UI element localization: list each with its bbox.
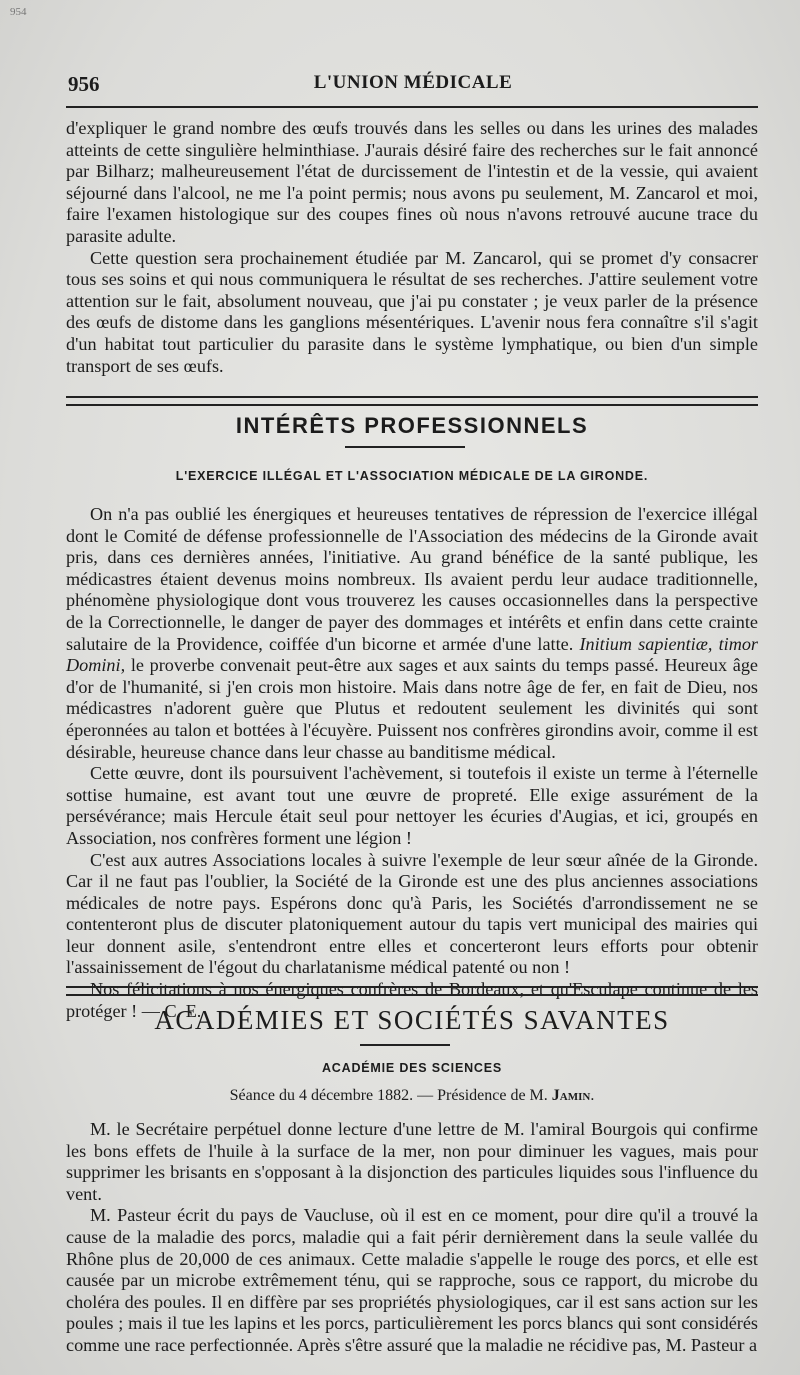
heading-underline-2 — [360, 1044, 450, 1046]
academy-paragraph-1: M. le Secrétaire perpétuel donne lecture d'une lettre de M. l'amiral Bourgois qui confirme les bons effets de l'huile à la surface de la mer, non pour diminuer les vagues, mais pour supprimer les brisants en s'opposant à la disjonction des particules liquides sous l'influence du vent. — [66, 1119, 758, 1204]
intro-paragraph-2: Cette question sera prochainement étudiée par M. Zancarol, qui se promet d'y consacrer tous ses soins et qui nous communiquera le résultat de ses recherches. J'attire seulement votre attention sur le fait, absolument nouveau, que j'ai pu constater ; je veux parler de la présence des œufs de distome dans les ganglions mésentériques. L'avenir nous fera connaître s'il s'agit d'un habitat tout particulier du parasite dans le système lymphatique, ou bien d'un simple transport de ses œufs. — [66, 247, 758, 376]
section-heading-academies: ACADÉMIES ET SOCIÉTÉS SAVANTES — [154, 1005, 670, 1035]
latin-quote: Initium sapientiæ, timor Domini, — [66, 633, 758, 676]
article-paragraph-1 — [66, 504, 758, 763]
section-divider-2 — [66, 986, 758, 996]
president-name: Jamin — [551, 1087, 591, 1104]
section-heading-interets: INTÉRÊTS PROFESSIONNELS — [235, 413, 589, 438]
article-paragraph-2: Cette œuvre, dont ils poursuivent l'achèvement, si toutefois il existe un terme à l'éternelle sottise humaine, est avant tout une œuvre de propreté. Elle exige assurément de la persévérance; mais Hercule était seul pour nettoyer les écuries d'Augias, et ici, groupés en Association, nos confrères forment une légion ! — [66, 763, 758, 848]
heading-underline — [345, 446, 465, 448]
article-paragraph-4: Nos félicitations à nos énergiques confrères de Bordeaux, et qu'Esculape continue de les protéger ! — C. E. — [66, 979, 758, 1021]
article-body — [66, 504, 758, 1022]
intro-text — [66, 118, 758, 377]
article-paragraph-3: C'est aux autres Associations locales à suivre l'exemple de leur sœur aînée de la Gironde. Car il ne faut pas l'oublier, la Société de la Gironde est une des plus anciennes associations médicales de notre pays. Espérons donc qu'à Paris, les Sociétés d'arrondissement ne se contenteront plus de discuter platoniquement autour du tapis vert municipal des mairies qui leur donnent asile, s'entendront entre elles et concerteront leurs efforts pour obtenir l'assainissement de l'égout du charlatanisme médical patenté ou non ! — [66, 849, 758, 978]
article-title: L'EXERCICE ILLÉGAL ET L'ASSOCIATION MÉDICALE DE LA GIRONDE. — [175, 469, 649, 483]
p1-text-b: le proverbe convenait peut-être aux sages et aux saints du temps passé. Heureux âge d'or de l'humanité, si j'en crois mon histoire. Mais dans notre âge de fer, en fait de Dieu, nos médicastres n'adorent guère que Plutus et redoutent seulement les divinités qui sont éperonnées au talon et bottées à l'écuyère. Puissent nos confrères girondins avoir, comme il est désirable, heureuse chance dans leur chasse au banditisme médical. — [66, 655, 759, 762]
page-header — [68, 72, 758, 102]
academy-paragraph-2: M. Pasteur écrit du pays de Vaucluse, où il est en ce moment, pour dire qu'il a trouvé la cause de la maladie des porcs, maladie qui a fait périr dernièrement dans la seule vallée du Rhône plus de 20,000 de ces animaux. Cette maladie s'appelle le rouge des porcs, et elle est causée par un microbe extrêmement ténu, qui se rapproche, sous ce rapport, du microbe du choléra des poules. Il en diffère par ses propriétés physiologiques, car il est sans action sur les poules ; mais il tue les lapins et les porcs, particulièrement les porcs blancs qui sont considérés comme une race perfectionnée. Après s'être assuré que la maladie ne récidive pas, M. Pasteur a — [66, 1205, 758, 1355]
intro-paragraph-1: d'expliquer le grand nombre des œufs trouvés dans les selles ou dans les urines des malades atteints de cette singulière helminthiase. J'aurais désiré faire des recherches sur le fait annoncé par Bilharz; malheureusement l'état de durcissement de l'intestin et de la vessie, qui avaient séjourné dans l'alcool, ne me l'a point permis; nous avons pu seulement, M. Zancarol et moi, faire l'examen histologique sur des coupes fines où nous n'avons retrouvé aucune trace du parasite adulte. — [66, 118, 758, 246]
section-divider — [66, 396, 758, 406]
running-title: L'UNION MÉDICALE — [313, 72, 513, 93]
academy-body — [66, 1119, 758, 1357]
p1-text-a: On n'a pas oublié les énergiques et heureuses tentatives de répression de l'exercice illégal dont le Comité de défense professionnelle de l'Association des médecins de la Gironde avait pris, dans ces dernières années, l'initiative. Au grand bénéfice de la santé publique, les médicastres étaient devenus moins nombreux. Ils avaient perdu leur audace traditionnelle, phénomène physiologique dont vous trouverez les causes occasionnelles dans la perspective de la Correctionnelle, le danger de payer des dommages et intérêts et enfin dans cette crainte salutaire de la Providence, coiffée d'un bicorne et armée d'une latte. — [66, 504, 758, 654]
page-number: 956 — [68, 72, 100, 96]
faint-page-number: 954 — [10, 6, 27, 18]
header-rule — [66, 106, 758, 108]
session-line: Séance du 4 décembre 1882. — Présidence de M. Jamin. — [229, 1087, 595, 1104]
academy-title: ACADÉMIE DES SCIENCES — [321, 1061, 503, 1075]
session-date: Séance du 4 décembre 1882. — Présidence de M. — [229, 1087, 548, 1104]
